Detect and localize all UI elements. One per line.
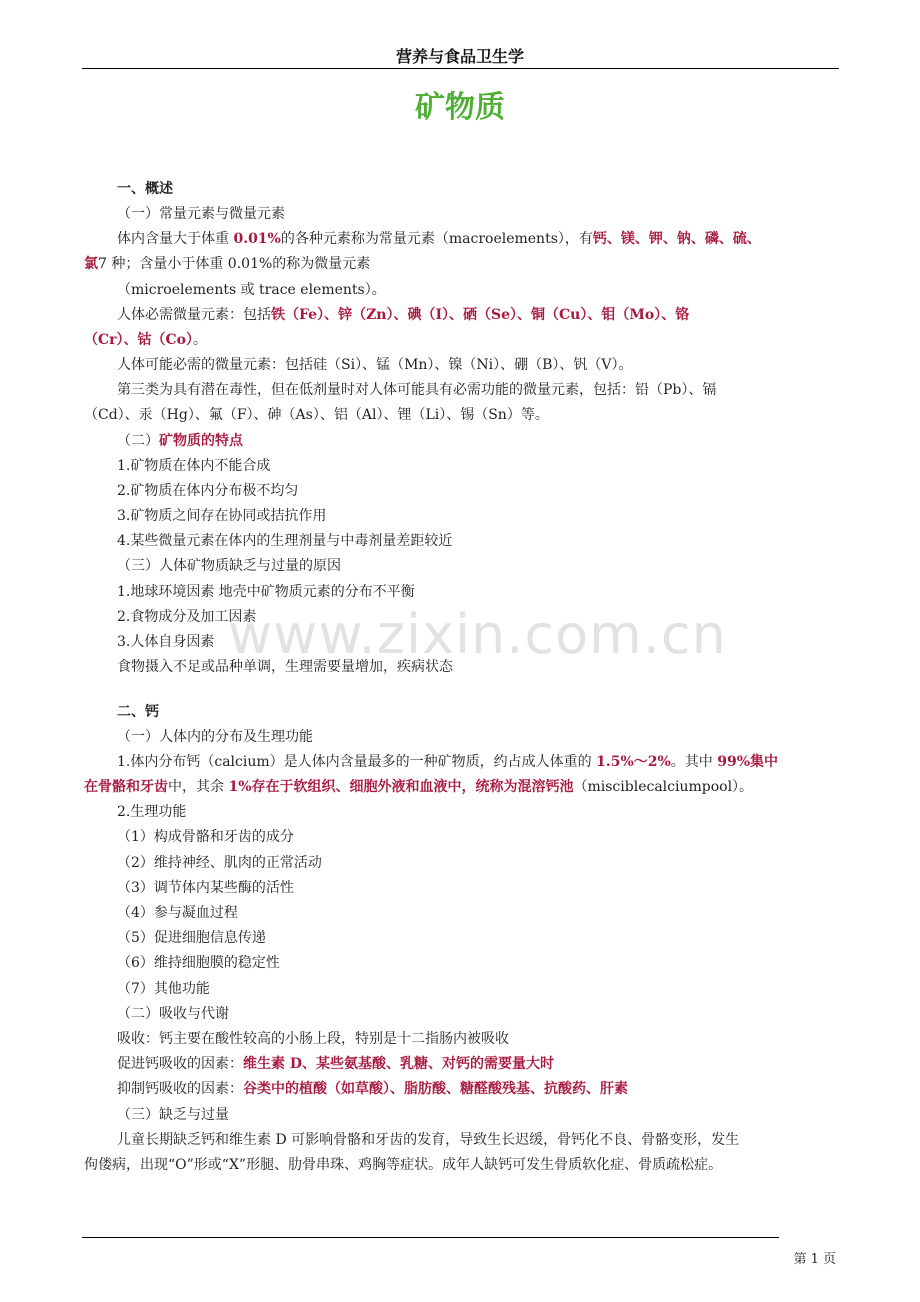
list-item: 2.食物成分及加工因素: [117, 609, 257, 625]
highlight: 钙、镁、钾、钠、磷、硫、: [592, 231, 761, 247]
text: 促进钙吸收的因素：: [117, 1056, 243, 1072]
paragraph-line: [84, 775, 840, 800]
subheading-distribution: （一）人体内的分布及生理功能: [117, 729, 313, 745]
paragraph-line: [84, 328, 840, 353]
list-item: （6）维持细胞膜的稳定性: [117, 955, 280, 971]
list-item: （7）其他功能: [117, 981, 210, 997]
subheading-absorption: （二）吸收与代谢: [117, 1006, 229, 1022]
paragraph-line: [84, 1077, 873, 1102]
paragraph-line: 食物摄入不足或品种单调，生理需要量增加，疾病状态: [117, 659, 453, 675]
text: 抑制钙吸收的因素：: [117, 1081, 243, 1097]
list-item: （1）构成骨骼和牙齿的成分: [117, 829, 294, 845]
paragraph-line: 吸收：钙主要在酸性较高的小肠上段，特别是十二指肠内被吸收: [117, 1031, 509, 1047]
highlight: 谷类中的植酸（如草酸）、脂肪酸、糖醛酸残基、抗酸药、肝素: [243, 1081, 628, 1097]
paragraph-line: [84, 303, 873, 328]
highlight: 在骨骼和牙齿: [84, 779, 168, 795]
paragraph-line: 佝偻病，出现“O”形或“X”形腿、肋骨串珠、鸡胸等症状。成年人缺钙可发生骨质软化症、骨质疏松症。: [84, 1157, 723, 1173]
list-item: 1.矿物质在体内不能合成: [117, 458, 271, 474]
paragraph-line: 人体可能必需的微量元素：包括硅（Si）、锰（Mn）、镍（Ni）、硼（B）、钒（V）。: [117, 357, 633, 373]
highlight: （Cr）、钴（Co）: [84, 332, 193, 348]
highlight: 氯: [84, 256, 98, 272]
list-item: （4）参与凝血过程: [117, 905, 238, 921]
paragraph-line: 第三类为具有潜在毒性，但在低剂量时对人体可能具有必需功能的微量元素，包括：铅（Pb）、镉: [117, 382, 717, 398]
highlight: 维生素 D、某些氨基酸、乳糖、对钙的需要量大时: [243, 1056, 555, 1072]
text: 的各种元素称为常量元素（macroelements），有: [280, 231, 593, 247]
highlight: 0.01%: [233, 231, 281, 247]
text: 7 种；含量小于体重 0.01%的称为微量元素: [98, 256, 371, 272]
page-number: 第 1 页: [793, 1252, 836, 1267]
subheading-functions: 2.生理功能: [117, 804, 187, 820]
paragraph-line: [84, 227, 873, 252]
watermark: www.zixin.com.cn: [228, 603, 727, 666]
list-item: （5）促进细胞信息传递: [117, 930, 266, 946]
list-item: 2.矿物质在体内分布极不均匀: [117, 483, 299, 499]
highlight: 1.5%～2%: [596, 754, 671, 770]
paragraph-line: [84, 252, 840, 277]
list-item: 1.地球环境因素 地壳中矿物质元素的分布不平衡: [117, 584, 415, 600]
running-header-title: 营养与食品卫生学: [395, 47, 524, 66]
highlight: 99%集中: [717, 754, 779, 770]
paragraph-line: [84, 750, 873, 775]
text: 。: [193, 332, 207, 348]
list-item: （3）调节体内某些酶的活性: [117, 880, 294, 896]
subheading-causes: （三）人体矿物质缺乏与过量的原因: [117, 558, 341, 574]
document-title: 矿物质: [415, 90, 505, 125]
text: 体内含量大于体重: [117, 231, 234, 247]
paragraph-line: （Cd）、汞（Hg）、氟（F）、砷（As）、铝（Al）、锂（Li）、锡（Sn）等。: [84, 407, 549, 423]
text: 中，其余: [168, 779, 229, 795]
subheading-features: [84, 429, 873, 454]
highlight: 1%存在于软组织、细胞外液和血液中，统称为混溶钙池: [228, 779, 574, 795]
text: 。其中: [670, 754, 718, 770]
section-heading-overview: 一、概述: [117, 181, 173, 197]
subheading-macro-micro: （一）常量元素与微量元素: [117, 206, 285, 222]
text: 人体必需微量元素：包括: [117, 307, 271, 323]
list-item: 4.某些微量元素在体内的生理剂量与中毒剂量差距较近: [117, 533, 453, 549]
highlight: 铁（Fe）、锌（Zn）、碘（I）、硒（Se）、铜（Cu）、钼（Mo）、铬: [271, 307, 690, 323]
list-item: （2）维持神经、肌肉的正常活动: [117, 855, 322, 871]
section-heading-calcium: 二、钙: [117, 704, 159, 720]
text: （misciblecalciumpool）。: [573, 779, 754, 795]
list-item: 3.矿物质之间存在协同或拮抗作用: [117, 508, 327, 524]
paragraph-line: （microelements 或 trace elements）。: [117, 282, 386, 298]
highlight: 矿物质的特点: [159, 433, 243, 449]
paragraph-line: 儿童长期缺乏钙和维生素 D 可影响骨骼和牙齿的发育，导致生长迟缓，骨钙化不良、骨骼变形，发生: [117, 1132, 740, 1148]
header-rule: [82, 68, 839, 69]
subheading-deficiency: （三）缺乏与过量: [117, 1107, 229, 1123]
text: 1.体内分布钙（calcium）是人体内含量最多的一种矿物质，约占成人体重的: [117, 754, 597, 770]
paragraph-line: [84, 1052, 873, 1077]
footer-rule: [82, 1237, 779, 1238]
list-item: 3.人体自身因素: [117, 634, 215, 650]
text: （二）: [117, 433, 159, 449]
